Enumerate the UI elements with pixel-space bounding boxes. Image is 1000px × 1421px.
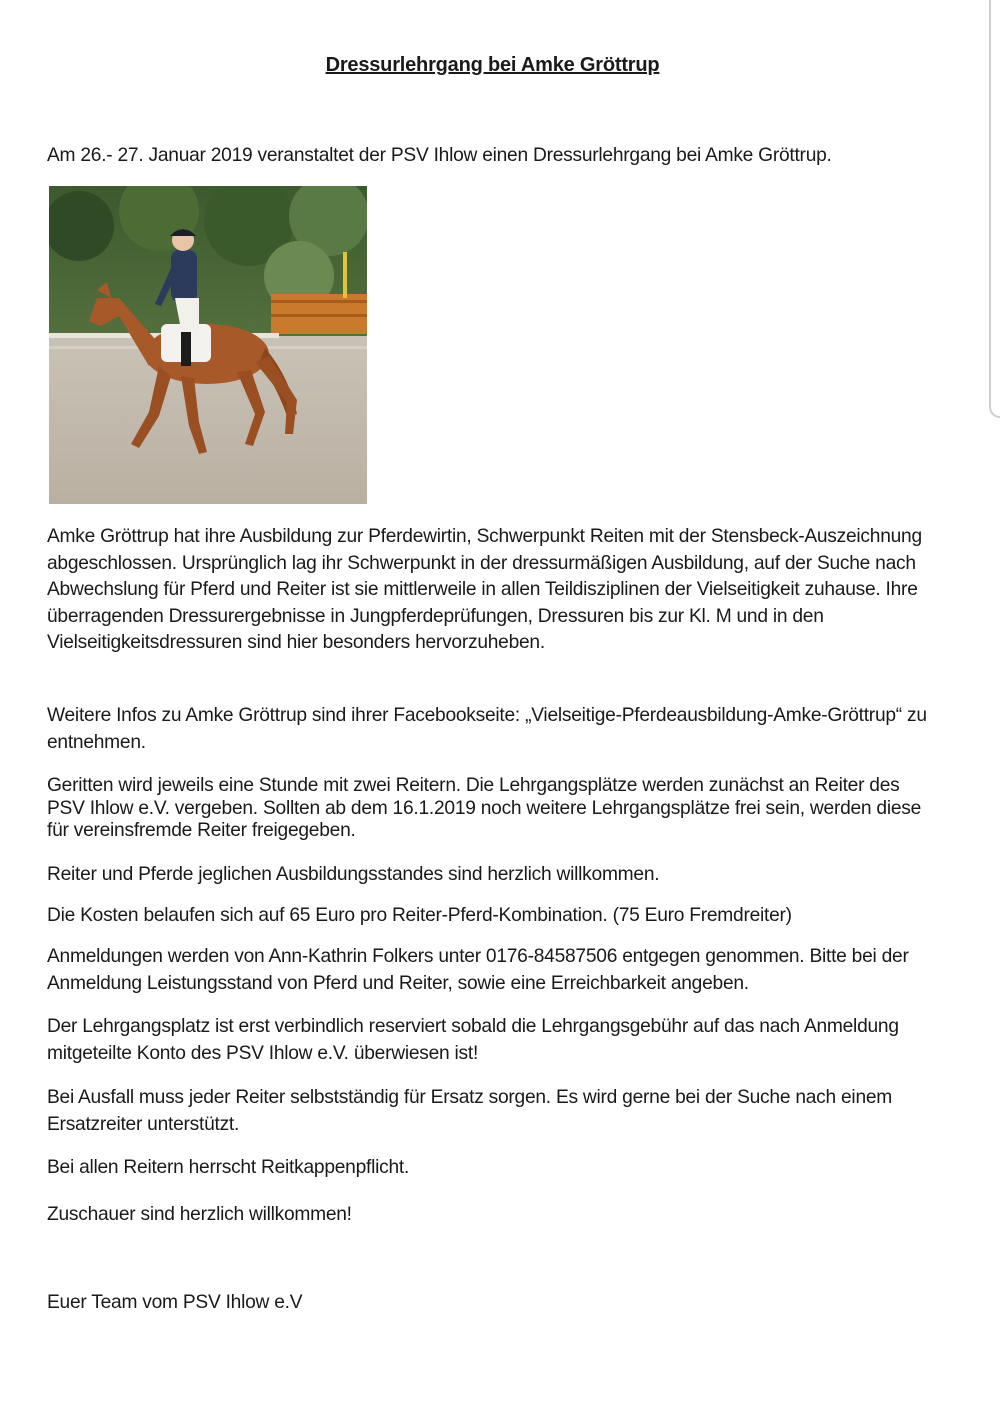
paragraph-helmet-rule: Bei allen Reitern herrscht Reitkappenpflicht. (47, 1157, 410, 1178)
signature: Euer Team vom PSV Ihlow e.V (47, 1292, 303, 1313)
paragraph-reservation: Der Lehrgangsplatz ist erst verbindlich reserviert sobald die Lehrgangsgebühr auf das nach Anmeldung mitgeteilte Konto des PSV Ihlow e.V. überwiesen ist! (47, 1016, 899, 1064)
paragraph-costs: Die Kosten belaufen sich auf 65 Euro pro Reiter-Pferd-Kombination. (75 Euro Fremdreiter) (47, 905, 792, 926)
paragraph-trainer-bio: Amke Gröttrup hat ihre Ausbildung zur Pferdewirtin, Schwerpunkt Reiten mit der Stensbeck-Auszeichnung abgeschlossen. Ursprünglich lag ihr Schwerpunkt in der dressurmäßigen Ausbildung, auf der Suche nach Abwechslung für Pferd und Reiter ist sie mittlerweile in allen Teildisziplinen der Vielseitigkeit zuhause. Ihre überragenden Dressurergebnisse in Jungpferdeprüfungen, Dressuren bis zur Kl. M und in den Vielseitigkeitsdressuren sind hier besonders hervorzuheben. (47, 526, 922, 653)
paragraph-lesson-allocation: Geritten wird jeweils eine Stunde mit zwei Reitern. Die Lehrgangsplätze werden zunächst an Reiter des PSV Ihlow e.V. vergeben. Sollten ab dem 16.1.2019 noch weitere Lehrgangsplätze frei sein, werden diese für vereinsfremde Reiter freigegeben. (47, 775, 922, 841)
paragraph-registration: Anmeldungen werden von Ann-Kathrin Folkers unter 0176-84587506 entgegen genommen. Bitte bei der Anmeldung Leistungsstand von Pferd und Reiter, sowie eine Erreichbarkeit angeben. (47, 946, 909, 994)
scrollbar[interactable] (989, 0, 1000, 418)
document-title: Dressurlehrgang bei Amke Gröttrup (325, 54, 660, 76)
rider-on-horse-photo (49, 186, 367, 504)
intro-paragraph: Am 26.- 27. Januar 2019 veranstaltet der PSV Ihlow einen Dressurlehrgang bei Amke Gröttrup. (47, 145, 832, 166)
paragraph-welcome: Reiter und Pferde jeglichen Ausbildungsstandes sind herzlich willkommen. (47, 864, 660, 885)
paragraph-cancellation: Bei Ausfall muss jeder Reiter selbstständig für Ersatz sorgen. Es wird gerne bei der Suche nach einem Ersatzreiter unterstützt. (47, 1087, 893, 1135)
paragraph-facebook-info: Weitere Infos zu Amke Gröttrup sind ihrer Facebookseite: „Vielseitige-Pferdeausbildung-Amke-Gröttrup“ zu entnehmen. (47, 705, 927, 753)
paragraph-spectators: Zuschauer sind herzlich willkommen! (47, 1204, 352, 1225)
